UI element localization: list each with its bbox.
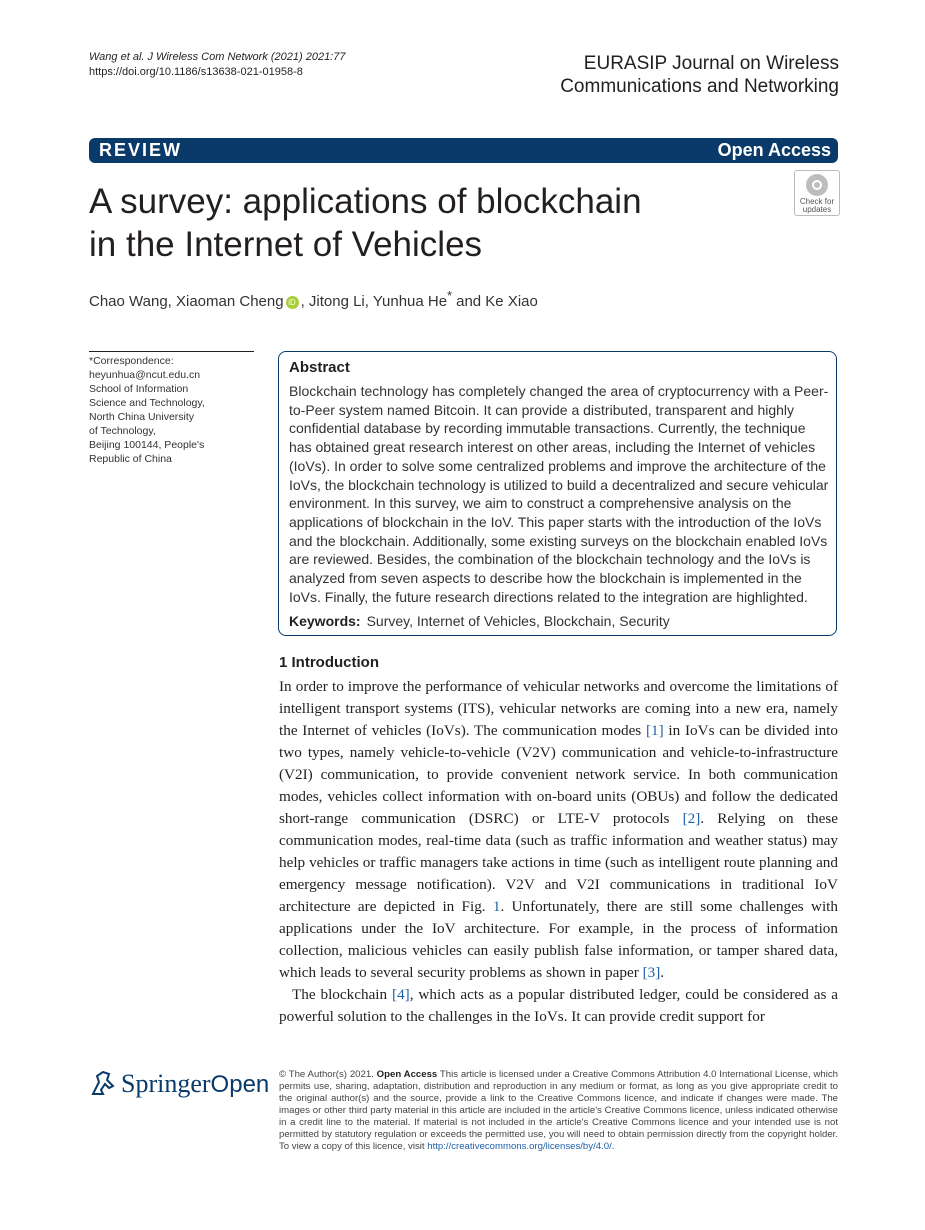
introduction-body xyxy=(279,676,838,1028)
text-run: . xyxy=(660,964,665,981)
update-icon xyxy=(806,174,828,196)
correspondence-divider xyxy=(89,351,254,352)
correspondence-block xyxy=(89,354,259,466)
keywords xyxy=(289,613,670,629)
authors-part-1: Chao Wang, Xiaoman Cheng xyxy=(89,293,284,310)
paragraph xyxy=(279,676,838,984)
springer-horse-icon xyxy=(89,1068,117,1098)
citation-text: Wang et al. J Wireless Com Network (2021) 2021:77 xyxy=(89,51,346,63)
text-run: . Unfortunately, there are still some challenges with applications under the IoV architecture. For example, in the process of information collection, malicious vehicles can easily publish false information, or tamper shared data, which leads to several security problems as shown in paper xyxy=(279,898,838,981)
text-run: The blockchain xyxy=(292,986,393,1003)
keywords-list: Survey, Internet of Vehicles, Blockchain, Security xyxy=(366,613,670,629)
springer-open-logo[interactable] xyxy=(89,1068,269,1099)
abstract-heading: Abstract xyxy=(289,359,350,376)
journal-line-2: Communications and Networking xyxy=(560,76,839,97)
authors-part-2: , Jitong Li, Yunhua He xyxy=(300,293,448,310)
brand-springer: Springer xyxy=(121,1069,211,1098)
author-list xyxy=(89,289,538,310)
check-for-updates-button[interactable] xyxy=(794,170,840,216)
correspondence-line: School of Information xyxy=(89,383,189,395)
correspondence-line: Beijing 100144, People's xyxy=(89,439,205,451)
open-access-bold: Open Access xyxy=(376,1069,438,1080)
section-heading-introduction: 1 Introduction xyxy=(279,654,379,671)
open-access-label: Open Access xyxy=(717,140,831,160)
figure-link[interactable]: 1 xyxy=(492,898,501,915)
citation-header xyxy=(89,50,345,80)
reference-link[interactable]: [3] xyxy=(642,964,661,981)
abstract-text: Blockchain technology has completely changed the area of cryptocurrency with a Peer-to-Peer system named Bitcoin. It can provide a distributed, transparent and highly confidential database by recording immutable transactions. Currently, the technique has obtained great research interest on other areas, including the Internet of vehicles (IoVs). In order to solve some centralized problems and improve the architecture of the IoVs, the blockchain technology is utilized to build a decentralized and secure vehicular environment. In this survey, we aim to construct a comprehensive analysis on the applications of blockchain in the IoV. This paper starts with the introduction of the IoVs and the blockchain. Additionally, some existing surveys on the blockchain enabled IoVs are reviewed. Besides, the combination of the blockchain technology and the IoVs is analyzed from seven aspects to describe how the blockchain is implemented in the IoVs. Finally, the future research directions related to the integration are highlighted. xyxy=(289,383,829,605)
license-link[interactable]: http://creativecommons.org/licenses/by/4.0/ xyxy=(427,1141,612,1152)
correspondence-line: Science and Technology, xyxy=(89,397,205,409)
correspondence-line: Republic of China xyxy=(89,453,172,465)
title-line-1: A survey: applications of blockchain xyxy=(89,182,642,221)
text-run: . Relying on these communication modes, real-time data (such as traffic information and weather status) may help vehicles or traffic managers take actions in time (such as intelligent route planning and emergency message notification). V2V and V2I communications in traditional IoV architecture are depicted in Fig. xyxy=(279,810,838,915)
reference-link[interactable]: [4] xyxy=(392,986,410,1003)
paragraph xyxy=(279,984,838,1028)
text-run: In order to improve the performance of vehicular networks and overcome the limitations of intelligent transport systems (ITS), vehicular networks are coming into a new era, namely the Internet of vehicles (IoVs). The communication modes xyxy=(279,678,838,739)
corresponding-mark: * xyxy=(447,289,452,303)
abstract-box xyxy=(278,351,837,636)
correspondence-line: *Correspondence: xyxy=(89,355,174,367)
text-run: , which acts as a popular distributed ledger, could be considered as a powerful solution to the challenges in the IoVs. It can provide credit support for xyxy=(279,986,838,1025)
text-run: in IoVs can be divided into two types, namely vehicle-to-vehicle (V2V) communication and vehicle-to-infrastructure (V2I) communication, to provide convenient network service. In both communication modes, vehicles collect information with on-board units (OBUs) and follow the dedicated short-range communication (DSRC) or LTE-V protocols xyxy=(279,722,838,827)
correspondence-email[interactable]: heyunhua@ncut.edu.cn xyxy=(89,369,201,381)
keywords-label: Keywords: xyxy=(289,613,361,629)
reference-link[interactable]: [1] xyxy=(645,722,664,739)
check-updates-line-1: Check for xyxy=(799,197,835,206)
orcid-icon[interactable]: iD xyxy=(286,296,299,309)
text-run: . xyxy=(611,1141,615,1152)
journal-line-1: EURASIP Journal on Wireless xyxy=(583,53,839,74)
correspondence-line: North China University xyxy=(89,411,195,423)
text-run: This article is licensed under a Creative Commons Attribution 4.0 International License, which permits use, sharing, adaptation, distribution and reproduction in any medium or format, as long as you give appropriate credit to the original author(s) and the source, provide a link to the Creative Commons licence, and indicate if changes were made. The images or other third party material in this article are included in the article's Creative Commons licence, unless indicated otherwise in a credit line to the material. If material is not included in the article's Creative Commons licence and your intended use is not permitted by statutory regulation or exceeds the permitted use, you will need to obtain permission directly from the copyright holder. To view a copy of this licence, visit xyxy=(279,1069,838,1152)
reference-link[interactable]: [2] xyxy=(682,810,701,827)
text-run: © The Author(s) 2021. xyxy=(279,1069,377,1080)
article-type-banner xyxy=(89,138,838,163)
check-updates-line-2: updates xyxy=(802,205,832,214)
journal-name xyxy=(560,52,839,98)
article-type-label: REVIEW xyxy=(99,140,183,160)
title-line-2: in the Internet of Vehicles xyxy=(89,225,483,264)
correspondence-line: of Technology, xyxy=(89,425,156,437)
doi-link[interactable]: https://doi.org/10.1186/s13638-021-01958-8 xyxy=(89,66,303,78)
license-text xyxy=(279,1069,838,1153)
article-title xyxy=(89,180,729,266)
brand-open: Open xyxy=(210,1071,270,1098)
authors-part-3: and Ke Xiao xyxy=(451,293,538,310)
